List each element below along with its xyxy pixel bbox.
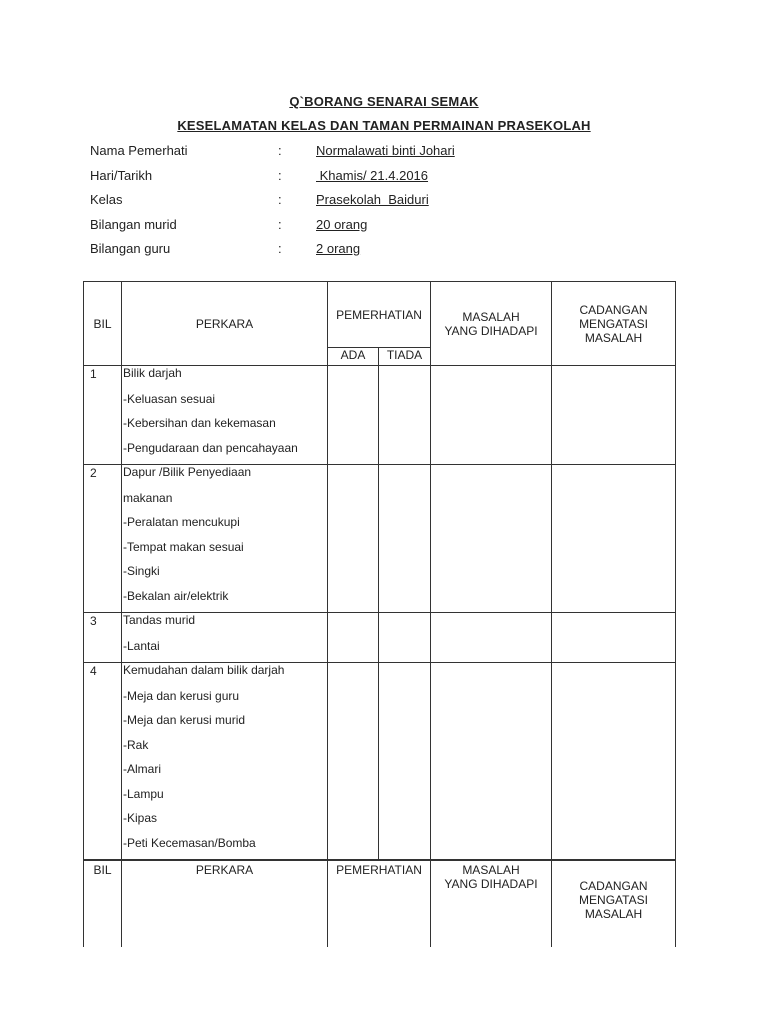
cell-ada[interactable]: [328, 366, 379, 465]
cell-tiada[interactable]: [379, 613, 431, 663]
item-subitem: -Singki: [123, 564, 160, 578]
row-perkara: [122, 663, 328, 860]
checklist-table-continued: [83, 860, 676, 947]
row-perkara: [122, 366, 328, 465]
row-bil: 3: [84, 613, 122, 663]
cell-cadangan[interactable]: [552, 663, 676, 860]
item-subitem: -Pengudaraan dan pencahayaan: [123, 440, 298, 455]
item-subitem: makanan: [123, 490, 173, 505]
info-value: Prasekolah Baiduri: [316, 192, 429, 207]
item-subitem: -Bekalan air/elektrik: [123, 588, 229, 603]
header-masalah: MASALAH YANG DIHADAPI: [431, 282, 552, 366]
cell-tiada[interactable]: [379, 663, 431, 860]
item-subitem: -Tempat makan sesuai: [123, 539, 244, 554]
item-subitem: -Almari: [123, 762, 161, 776]
cell-cadangan[interactable]: [552, 366, 676, 465]
cell-masalah[interactable]: [431, 366, 552, 465]
row-bil: 4: [84, 663, 122, 860]
cell-ada[interactable]: [328, 465, 379, 613]
item-heading: Kemudahan dalam bilik darjah: [123, 663, 285, 677]
item-subitem: -Meja dan kerusi murid: [123, 713, 246, 727]
header-bil: BIL: [84, 282, 122, 366]
info-colon: :: [278, 241, 282, 256]
info-label: Bilangan guru: [90, 241, 171, 256]
header-cadangan: CADANGAN MENGATASI MASALAH: [552, 282, 676, 366]
info-label: Kelas: [90, 192, 123, 207]
info-colon: :: [278, 143, 282, 158]
item-subitem: -Kipas: [123, 811, 158, 825]
item-subitem: -Lampu: [123, 786, 164, 801]
item-heading: Bilik darjah: [123, 366, 182, 380]
row-perkara: [122, 613, 328, 663]
info-label: Bilangan murid: [90, 216, 177, 232]
info-value: 2 orang: [316, 241, 361, 256]
info-label: Nama Pemerhati: [90, 143, 188, 158]
row-bil: 2: [84, 465, 122, 613]
header-tiada: TIADA: [379, 348, 431, 366]
item-subitem: -Peralatan mencukupi: [123, 515, 240, 529]
table-row: [84, 613, 676, 663]
item-subitem: -Rak: [123, 737, 149, 752]
item-subitem: -Meja dan kerusi guru: [123, 688, 240, 703]
header-perkara: PERKARA: [122, 282, 328, 366]
header-cadangan-2: CADANGAN MENGATASI MASALAH: [552, 861, 676, 948]
table-row: [84, 465, 676, 613]
item-subitem: -Peti Kecemasan/Bomba: [123, 835, 256, 850]
cell-tiada[interactable]: [379, 465, 431, 613]
item-subitem: -Kebersihan dan kekemasan: [123, 416, 276, 430]
info-colon: :: [278, 216, 282, 232]
info-label: Hari/Tarikh: [90, 167, 153, 183]
header-masalah-2: MASALAH YANG DIHADAPI: [431, 861, 552, 948]
item-subitem: -Keluasan sesuai: [123, 391, 216, 406]
header-perkara-2: PERKARA: [122, 861, 328, 948]
cell-ada[interactable]: [328, 663, 379, 860]
cell-masalah[interactable]: [431, 465, 552, 613]
info-colon: :: [278, 192, 282, 207]
checklist-table: [83, 281, 676, 860]
item-heading: Tandas murid: [123, 613, 196, 627]
header-pemerhatian-2: PEMERHATIAN: [328, 861, 431, 948]
cell-cadangan[interactable]: [552, 465, 676, 613]
item-subitem: -Lantai: [123, 638, 160, 653]
cell-tiada[interactable]: [379, 366, 431, 465]
header-pemerhatian: PEMERHATIAN: [328, 282, 431, 348]
cell-cadangan[interactable]: [552, 613, 676, 663]
form-subtitle: KESELAMATAN KELAS DAN TAMAN PERMAINAN PRASEKOLAH: [177, 118, 591, 133]
table-row: [84, 663, 676, 860]
form-title: Q`BORANG SENARAI SEMAK: [289, 94, 479, 109]
cell-masalah[interactable]: [431, 663, 552, 860]
item-heading: Dapur /Bilik Penyediaan: [123, 465, 252, 479]
info-value: Normalawati binti Johari: [316, 143, 455, 158]
info-value: Khamis/ 21.4.2016: [316, 167, 429, 183]
table-row: [84, 366, 676, 465]
header-ada: ADA: [328, 348, 379, 366]
info-colon: :: [278, 167, 282, 183]
row-bil: 1: [84, 366, 122, 465]
cell-masalah[interactable]: [431, 613, 552, 663]
row-perkara: [122, 465, 328, 613]
info-value: 20 orang: [316, 216, 368, 232]
cell-ada[interactable]: [328, 613, 379, 663]
header-bil-2: BIL: [84, 861, 122, 948]
